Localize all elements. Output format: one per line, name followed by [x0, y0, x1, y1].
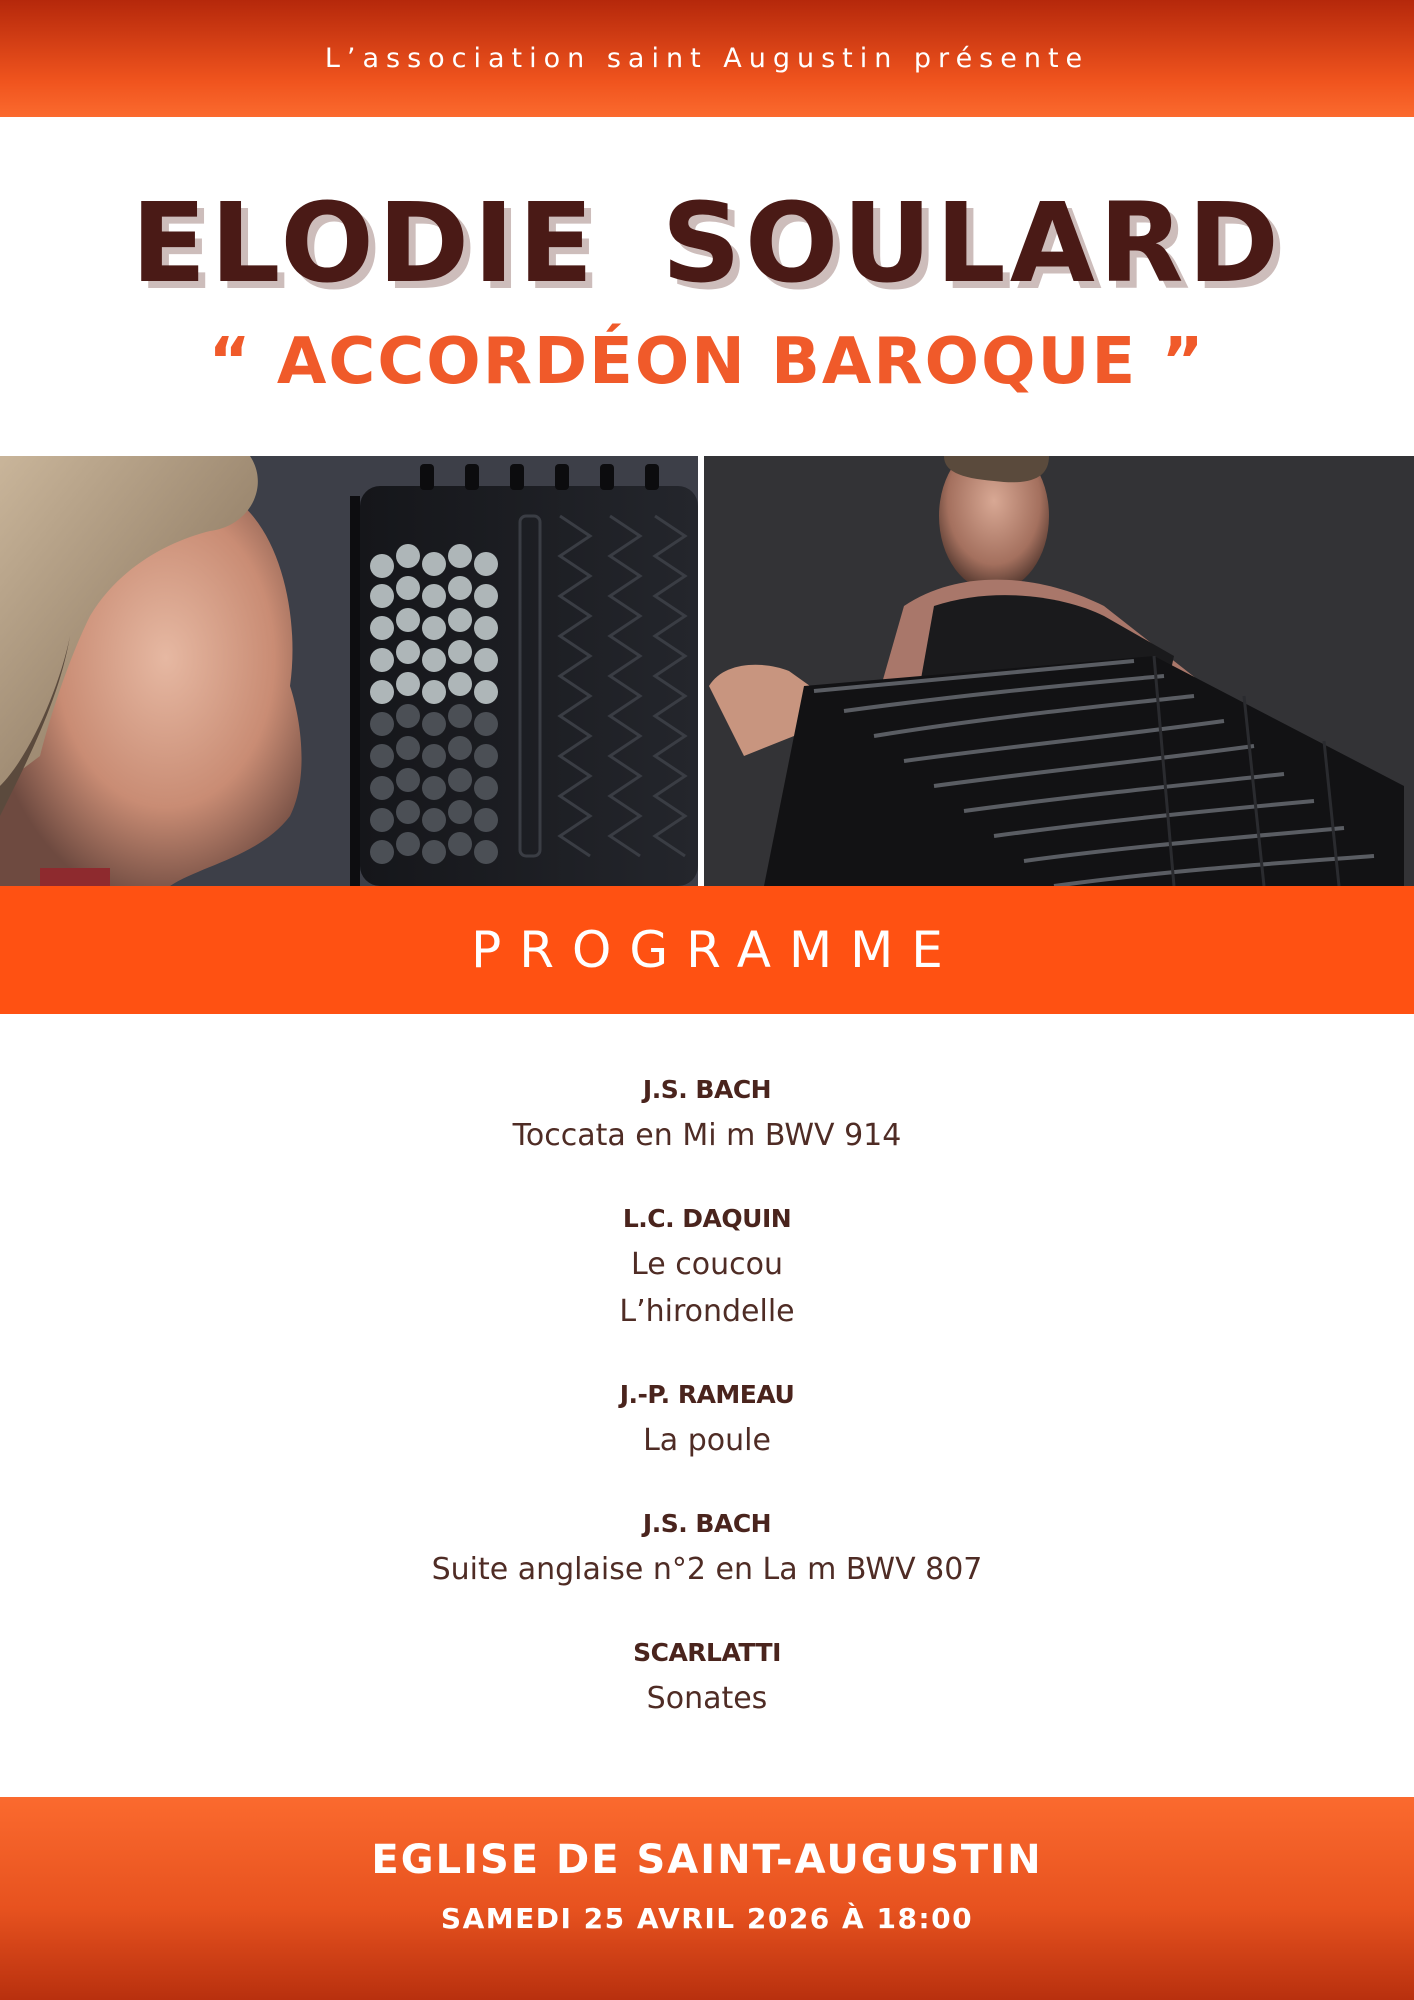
- program-item: [0, 1502, 1414, 1593]
- programme-banner: [0, 886, 1414, 1014]
- concert-date: SAMEDI 25 AVRIL 2026 À 18:00: [440, 1902, 974, 1935]
- profile-photo: [0, 456, 698, 886]
- work-title: Le coucou: [631, 1247, 783, 1282]
- bellows-photo-illustration: [704, 456, 1414, 886]
- work-title: La poule: [643, 1423, 771, 1458]
- artist-name: ELODIE SOULARD: [131, 179, 1283, 307]
- bellows-photo: [704, 456, 1414, 886]
- concert-subtitle: “ ACCORDÉON BAROQUE ”: [208, 325, 1206, 399]
- work-title: Toccata en Mi m BWV 914: [512, 1118, 902, 1153]
- program-list: [0, 1068, 1414, 1760]
- work-title: Sonates: [646, 1681, 768, 1716]
- program-item: [0, 1631, 1414, 1722]
- composer-name: SCARLATTI: [633, 1638, 781, 1667]
- profile-photo-illustration: [0, 456, 698, 886]
- footer-banner: [0, 1797, 1414, 2000]
- venue-name: EGLISE DE SAINT-AUGUSTIN: [371, 1837, 1043, 1883]
- top-banner: [0, 0, 1414, 117]
- photo-strip: [0, 456, 1414, 886]
- work-title: L’hirondelle: [619, 1294, 795, 1329]
- work-title: Suite anglaise n°2 en La m BWV 807: [431, 1552, 983, 1587]
- program-item: [0, 1197, 1414, 1335]
- program-item: [0, 1068, 1414, 1159]
- presenter-text: L’association saint Augustin présente: [324, 43, 1090, 74]
- composer-name: J.S. BACH: [642, 1075, 772, 1104]
- programme-heading: PROGRAMME: [471, 921, 961, 979]
- composer-name: J.S. BACH: [642, 1509, 772, 1538]
- program-item: [0, 1373, 1414, 1464]
- composer-name: J.-P. RAMEAU: [619, 1380, 795, 1409]
- composer-name: L.C. DAQUIN: [622, 1204, 792, 1233]
